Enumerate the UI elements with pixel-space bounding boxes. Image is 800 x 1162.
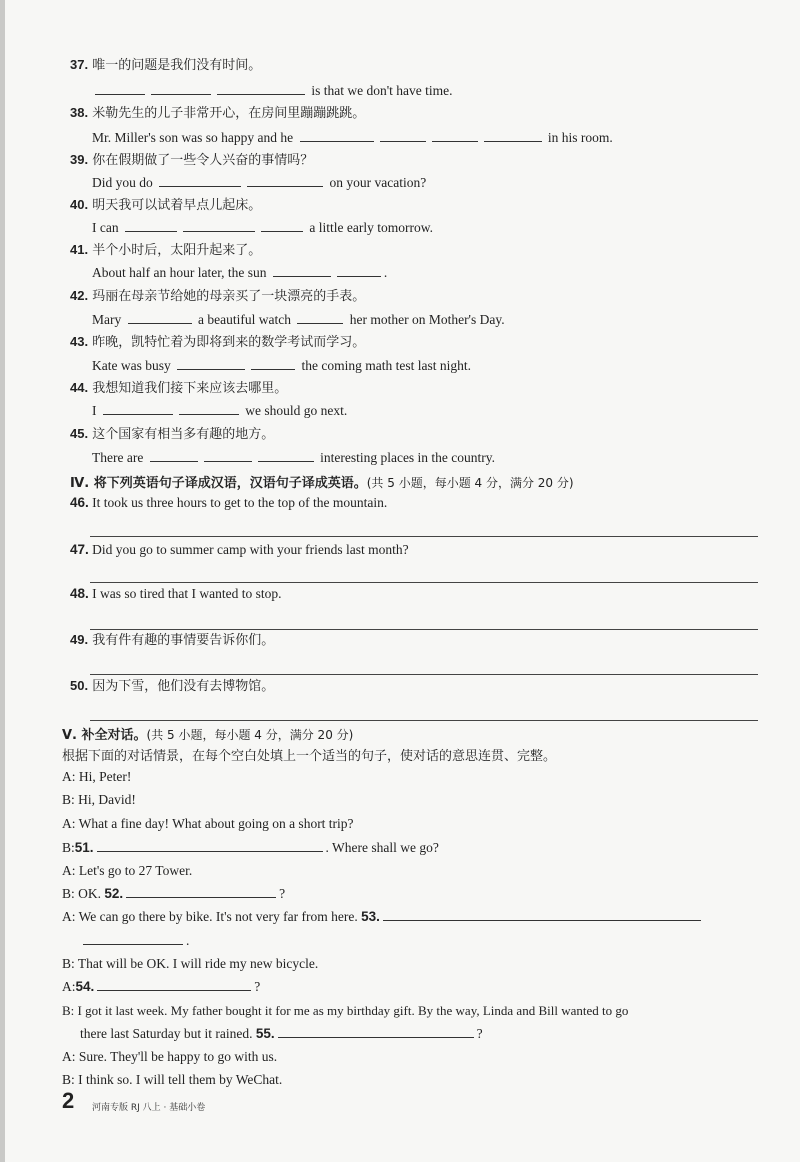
q39-chinese: 39. 你在假期做了一些令人兴奋的事情吗？ [70,152,314,168]
section-5-instruction: 根据下面的对话情景，在每个空白处填上一个适当的句子，使对话的意思连贯、完整。 [62,749,557,764]
q37-chinese [70,56,261,75]
blank[interactable] [297,311,343,324]
dialog-line: B:51. . Where shall we go? [62,840,439,855]
q40-chinese: 40. 明天我可以试着早点儿起床。 [70,197,262,213]
q41-english: About half an hour later, the sun . [92,265,388,280]
blank[interactable] [217,82,305,95]
section-4-heading: Ⅳ. 将下列英语句子译成汉语，汉语句子译成英语。(共 5 小题，每小题 4 分，满分 20 分) [70,476,574,491]
answer-line[interactable] [90,536,758,537]
blank[interactable] [128,311,192,324]
blank[interactable] [337,264,381,277]
q45-chinese: 45. 这个国家有相当多有趣的地方。 [70,426,275,442]
q37-english: is that we don't have time. [92,82,453,100]
dialog-line: B: Hi, David! [62,792,136,807]
dialog-line: B: I think so. I will tell them by WeChat. [62,1072,283,1087]
q37-number: 37. [70,57,89,72]
q46: 46. It took us three hours to get to the top of the mountain. [70,495,388,510]
q44-english: I we should go next. [92,403,348,418]
q37-text: 唯一的问题是我们没有时间。 [92,58,262,73]
q48: 48. I was so tired that I wanted to stop. [70,586,282,601]
blank[interactable] [97,839,323,852]
answer-line[interactable] [90,582,758,583]
blank[interactable] [177,357,245,370]
blank[interactable] [383,908,701,921]
dialog-line: A:54. ? [62,979,261,994]
q42-english: Mary a beautiful watch her mother on Mother's Day. [92,312,505,327]
blank[interactable] [83,932,183,945]
q38-chinese: 38. 米勒先生的儿子非常开心，在房间里蹦蹦跳跳。 [70,105,366,121]
answer-line[interactable] [90,629,758,630]
dialog-line: A: Let's go to 27 Tower. [62,863,193,878]
blank[interactable] [95,82,145,95]
blank[interactable] [150,449,198,462]
blank[interactable] [251,357,295,370]
blank[interactable] [258,449,314,462]
dialog-line: A: Hi, Peter! [62,769,132,784]
answer-line[interactable] [90,674,758,675]
dialog-line: B: I got it last week. My father bought it for me as my birthday gift. By the way, Linda and Bill wanted to go [62,1003,629,1018]
blank[interactable] [484,129,542,142]
blank[interactable] [278,1025,474,1038]
dialog-line: A: What a fine day! What about going on a short trip? [62,816,354,831]
blank[interactable] [380,129,426,142]
q47: 47. Did you go to summer camp with your friends last month? [70,542,409,557]
blank[interactable] [432,129,478,142]
q40-english: I can a little early tomorrow. [92,220,433,235]
blank[interactable] [247,174,323,187]
q43-chinese: 43. 昨晚，凯特忙着为即将到来的数学考试而学习。 [70,334,366,350]
blank[interactable] [126,885,276,898]
answer-line[interactable] [90,720,758,721]
blank[interactable] [261,219,303,232]
blank[interactable] [300,129,374,142]
blank[interactable] [97,978,251,991]
q45-english: There are interesting places in the country. [92,450,496,465]
blank[interactable] [273,264,331,277]
q50: 50. 因为下雪，他们没有去博物馆。 [70,678,275,694]
q43-english: Kate was busy the coming math test last night. [92,358,471,373]
footer-text: 河南专版 RJ 八上 · 基础小卷 [92,1103,206,1113]
dialog-line: . [80,932,189,950]
section-5-heading: Ⅴ. 补全对话。(共 5 小题，每小题 4 分，满分 20 分) [62,728,354,743]
blank[interactable] [183,219,255,232]
dialog-line: A: Sure. They'll be happy to go with us. [62,1049,278,1064]
dialog-line: A: We can go there by bike. It's not very far from here. 53. [62,908,704,926]
dialog-line: there last Saturday but it rained. 55. ? [80,1026,483,1041]
dialog-line: B: OK. 52. ? [62,886,286,901]
dialog-line: B: That will be OK. I will ride my new bicycle. [62,956,319,971]
q42-chinese: 42. 玛丽在母亲节给她的母亲买了一块漂亮的手表。 [70,288,366,304]
q38-english: Mr. Miller's son was so happy and he in his room. [92,130,613,145]
scan-edge [0,0,5,1162]
q49: 49. 我有件有趣的事情要告诉你们。 [70,632,275,648]
q41-chinese: 41. 半个小时后，太阳升起来了。 [70,242,262,258]
blank[interactable] [159,174,241,187]
q39-english: Did you do on your vacation? [92,175,427,190]
blank[interactable] [179,402,239,415]
blank[interactable] [103,402,173,415]
blank[interactable] [125,219,177,232]
blank[interactable] [204,449,252,462]
page-number: 2 [62,1088,75,1113]
q44-chinese: 44. 我想知道我们接下来应该去哪里。 [70,380,288,396]
blank[interactable] [151,82,211,95]
